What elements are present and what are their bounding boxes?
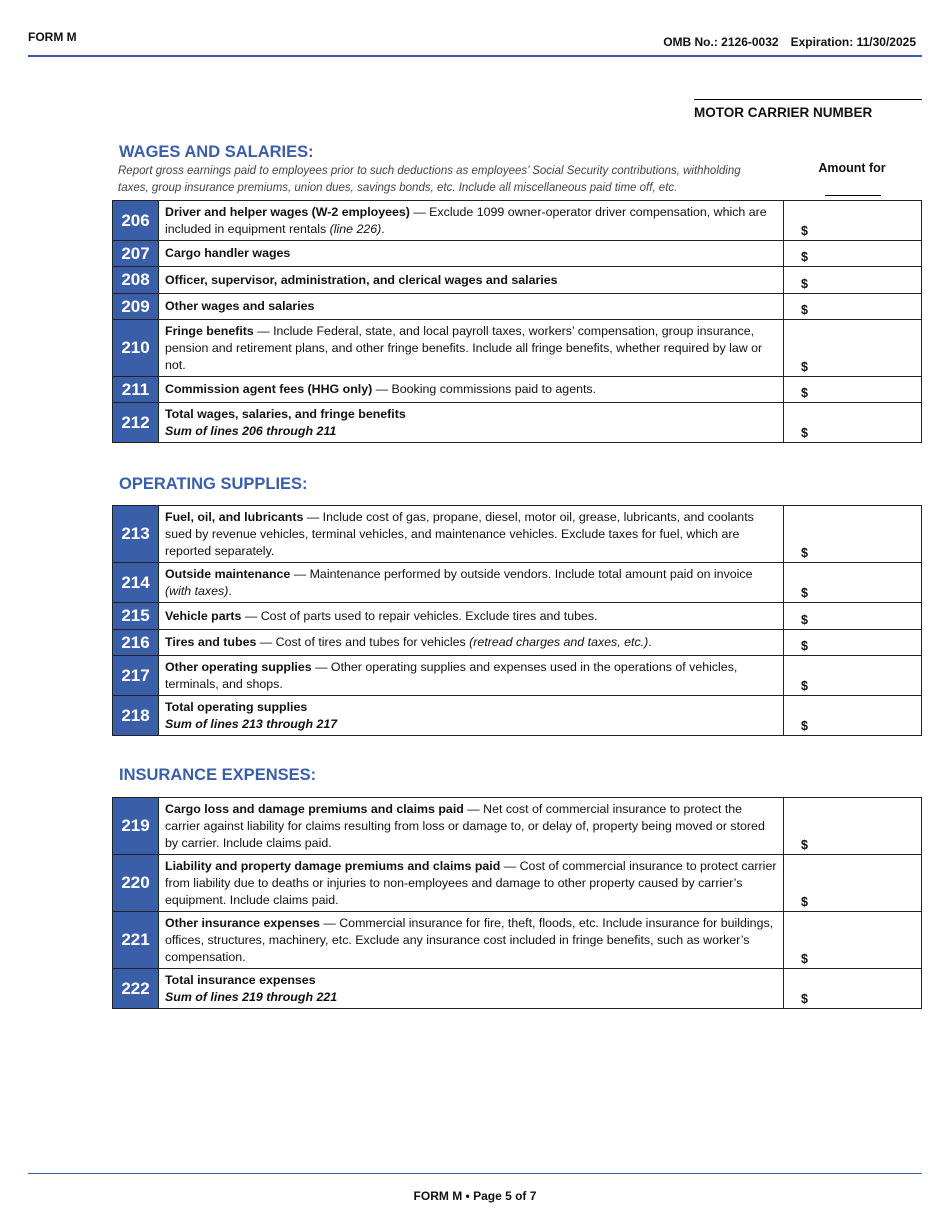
line-title: Fringe benefits	[165, 323, 254, 338]
line-description	[159, 563, 784, 603]
wages-table	[112, 200, 922, 443]
line-number: 216	[113, 630, 159, 656]
line-description	[159, 377, 784, 403]
line-title: Other insurance expenses	[165, 915, 320, 930]
line-description	[159, 603, 784, 630]
line-title: Cargo handler wages	[165, 246, 291, 260]
amount-input[interactable]: $	[784, 656, 922, 696]
amount-for-header: Amount for	[818, 161, 886, 175]
page-footer: FORM M • Page 5 of 7	[413, 1189, 537, 1203]
amount-input[interactable]: $	[784, 969, 922, 1009]
omb-expiration	[663, 35, 916, 49]
line-title: Liability and property damage premiums and claims paid	[165, 858, 501, 873]
line-text: — Booking commissions paid to agents.	[372, 382, 597, 396]
line-number: 210	[113, 320, 159, 377]
line-number: 221	[113, 912, 159, 969]
line-item-row	[113, 630, 922, 656]
line-text-italic: (retread charges and taxes, etc.)	[469, 635, 649, 649]
line-description	[159, 241, 784, 267]
expiration-label: Expiration:	[790, 35, 854, 49]
header-divider	[28, 55, 922, 57]
motor-carrier-number-label: MOTOR CARRIER NUMBER	[694, 105, 873, 120]
amount-input[interactable]: $	[784, 320, 922, 377]
amount-input[interactable]: $	[784, 603, 922, 630]
line-text-end: .	[381, 221, 385, 236]
line-description	[159, 294, 784, 320]
line-title: Driver and helper wages (W-2 employees)	[165, 204, 410, 219]
line-description	[159, 656, 784, 696]
line-text-italic: (line 226)	[329, 221, 382, 236]
line-item-row	[113, 320, 922, 377]
line-number: 218	[113, 696, 159, 736]
line-text-end: .	[228, 583, 232, 598]
form-label: FORM M	[28, 30, 77, 44]
line-description	[159, 201, 784, 241]
line-title: Cargo loss and damage premiums and claims paid	[165, 801, 464, 816]
expiration-date: 11/30/2025	[856, 35, 916, 49]
line-item-row	[113, 912, 922, 969]
line-number: 214	[113, 563, 159, 603]
line-text: — Cost of commercial insurance to protect carrier from liability due to deaths or injuries to non-employees and damage to other property caused by carrier’s equipment. Include claims paid.	[165, 858, 777, 907]
amount-input[interactable]: $	[784, 563, 922, 603]
line-item-row	[113, 696, 922, 736]
supplies-table	[112, 505, 922, 736]
wages-section-title: WAGES AND SALARIES:	[119, 143, 314, 161]
amount-input[interactable]: $	[784, 630, 922, 656]
amount-input[interactable]: $	[784, 377, 922, 403]
line-text: — Cost of tires and tubes for vehicles	[256, 635, 470, 649]
line-text-end: .	[648, 635, 652, 649]
line-item-row	[113, 201, 922, 241]
insurance-table	[112, 797, 922, 1009]
amount-input[interactable]: $	[784, 855, 922, 912]
line-text: — Maintenance performed by outside vendors. Include total amount paid on invoice	[290, 566, 753, 581]
line-text: — Cost of parts used to repair vehicles. Exclude tires and tubes.	[241, 608, 598, 623]
line-title: Fuel, oil, and lubricants	[165, 509, 304, 524]
amount-year-blank	[825, 195, 881, 196]
amount-input[interactable]: $	[784, 267, 922, 294]
line-title: Tires and tubes	[165, 635, 257, 649]
line-item-row	[113, 563, 922, 603]
line-number: 220	[113, 855, 159, 912]
supplies-section-title: OPERATING SUPPLIES:	[119, 475, 308, 493]
amount-input[interactable]: $	[784, 201, 922, 241]
line-item-row	[113, 798, 922, 855]
amount-input[interactable]: $	[784, 912, 922, 969]
line-number: 215	[113, 603, 159, 630]
line-description	[159, 630, 784, 656]
line-item-row	[113, 403, 922, 443]
line-item-row	[113, 506, 922, 563]
wages-section-note: Report gross earnings paid to employees prior to such deductions as employees’ Social Security contributions, withholding taxes, group insurance premiums, union dues, savings bonds, etc. Include all miscellaneous paid time off, etc.	[118, 165, 741, 194]
line-description	[159, 969, 784, 1009]
line-item-row	[113, 969, 922, 1009]
line-description	[159, 798, 784, 855]
footer-divider	[28, 1173, 922, 1174]
insurance-section-title: INSURANCE EXPENSES:	[119, 766, 317, 784]
line-number: 222	[113, 969, 159, 1009]
line-number: 211	[113, 377, 159, 403]
line-number: 208	[113, 267, 159, 294]
amount-input[interactable]: $	[784, 696, 922, 736]
amount-input[interactable]: $	[784, 798, 922, 855]
line-description	[159, 855, 784, 912]
line-title: Outside maintenance	[165, 566, 291, 581]
line-number: 219	[113, 798, 159, 855]
line-text: — Commercial insurance for fire, theft, floods, etc. Include insurance for buildings, offices, structures, machinery, etc. Exclude any insurance cost included in fringe benefits, such as worker’s compensation.	[165, 915, 774, 964]
line-subtitle: Sum of lines 206 through 211	[165, 423, 337, 438]
line-text: — Net cost of commercial insurance to protect the carrier against liability for claims resulting from loss or damage to, or delay of, property being moved or stored by carrier. Include claims paid.	[165, 801, 765, 850]
line-title: Officer, supervisor, administration, and clerical wages and salaries	[165, 272, 558, 287]
line-title: Commission agent fees (HHG only)	[165, 382, 373, 396]
amount-input[interactable]: $	[784, 403, 922, 443]
line-text: — Include Federal, state, and local payroll taxes, workers’ compensation, group insurance, pension and retirement plans, and other fringe benefits. Include all fringe benefits, whether required by law or not.	[165, 323, 763, 372]
line-text-italic: (with taxes)	[165, 583, 229, 598]
omb-number: OMB No.: 2126-0032	[663, 35, 779, 49]
line-title: Other wages and salaries	[165, 299, 315, 313]
line-number: 209	[113, 294, 159, 320]
line-item-row	[113, 855, 922, 912]
motor-carrier-number-line	[694, 99, 922, 100]
line-item-row	[113, 267, 922, 294]
line-description	[159, 506, 784, 563]
line-item-row	[113, 241, 922, 267]
line-number: 213	[113, 506, 159, 563]
line-title: Other operating supplies	[165, 659, 312, 674]
line-number: 207	[113, 241, 159, 267]
line-text: — Exclude 1099 owner-operator driver compensation, which are included in equipment rentals	[165, 204, 767, 236]
line-description	[159, 912, 784, 969]
line-subtitle: Sum of lines 213 through 217	[165, 716, 338, 731]
line-description	[159, 320, 784, 377]
amount-input[interactable]: $	[784, 241, 922, 267]
line-title: Total wages, salaries, and fringe benefits	[165, 406, 406, 421]
line-item-row	[113, 603, 922, 630]
line-description	[159, 696, 784, 736]
amount-input[interactable]: $	[784, 506, 922, 563]
line-number: 217	[113, 656, 159, 696]
line-description	[159, 403, 784, 443]
amount-input[interactable]: $	[784, 294, 922, 320]
line-subtitle: Sum of lines 219 through 221	[165, 989, 338, 1004]
line-number: 206	[113, 201, 159, 241]
line-text: — Include cost of gas, propane, diesel, motor oil, grease, lubricants, and coolants sued by revenue vehicles, terminal vehicles, and maintenance vehicles. Exclude taxes for fuel, which are reported separately.	[165, 509, 754, 558]
line-item-row	[113, 656, 922, 696]
line-text: — Other operating supplies and expenses used in the operations of vehicles, terminals, and shops.	[165, 659, 738, 691]
line-title: Total operating supplies	[165, 699, 308, 714]
line-number: 212	[113, 403, 159, 443]
line-item-row	[113, 294, 922, 320]
line-title: Total insurance expenses	[165, 972, 316, 987]
line-item-row	[113, 377, 922, 403]
line-title: Vehicle parts	[165, 608, 242, 623]
line-description	[159, 267, 784, 294]
